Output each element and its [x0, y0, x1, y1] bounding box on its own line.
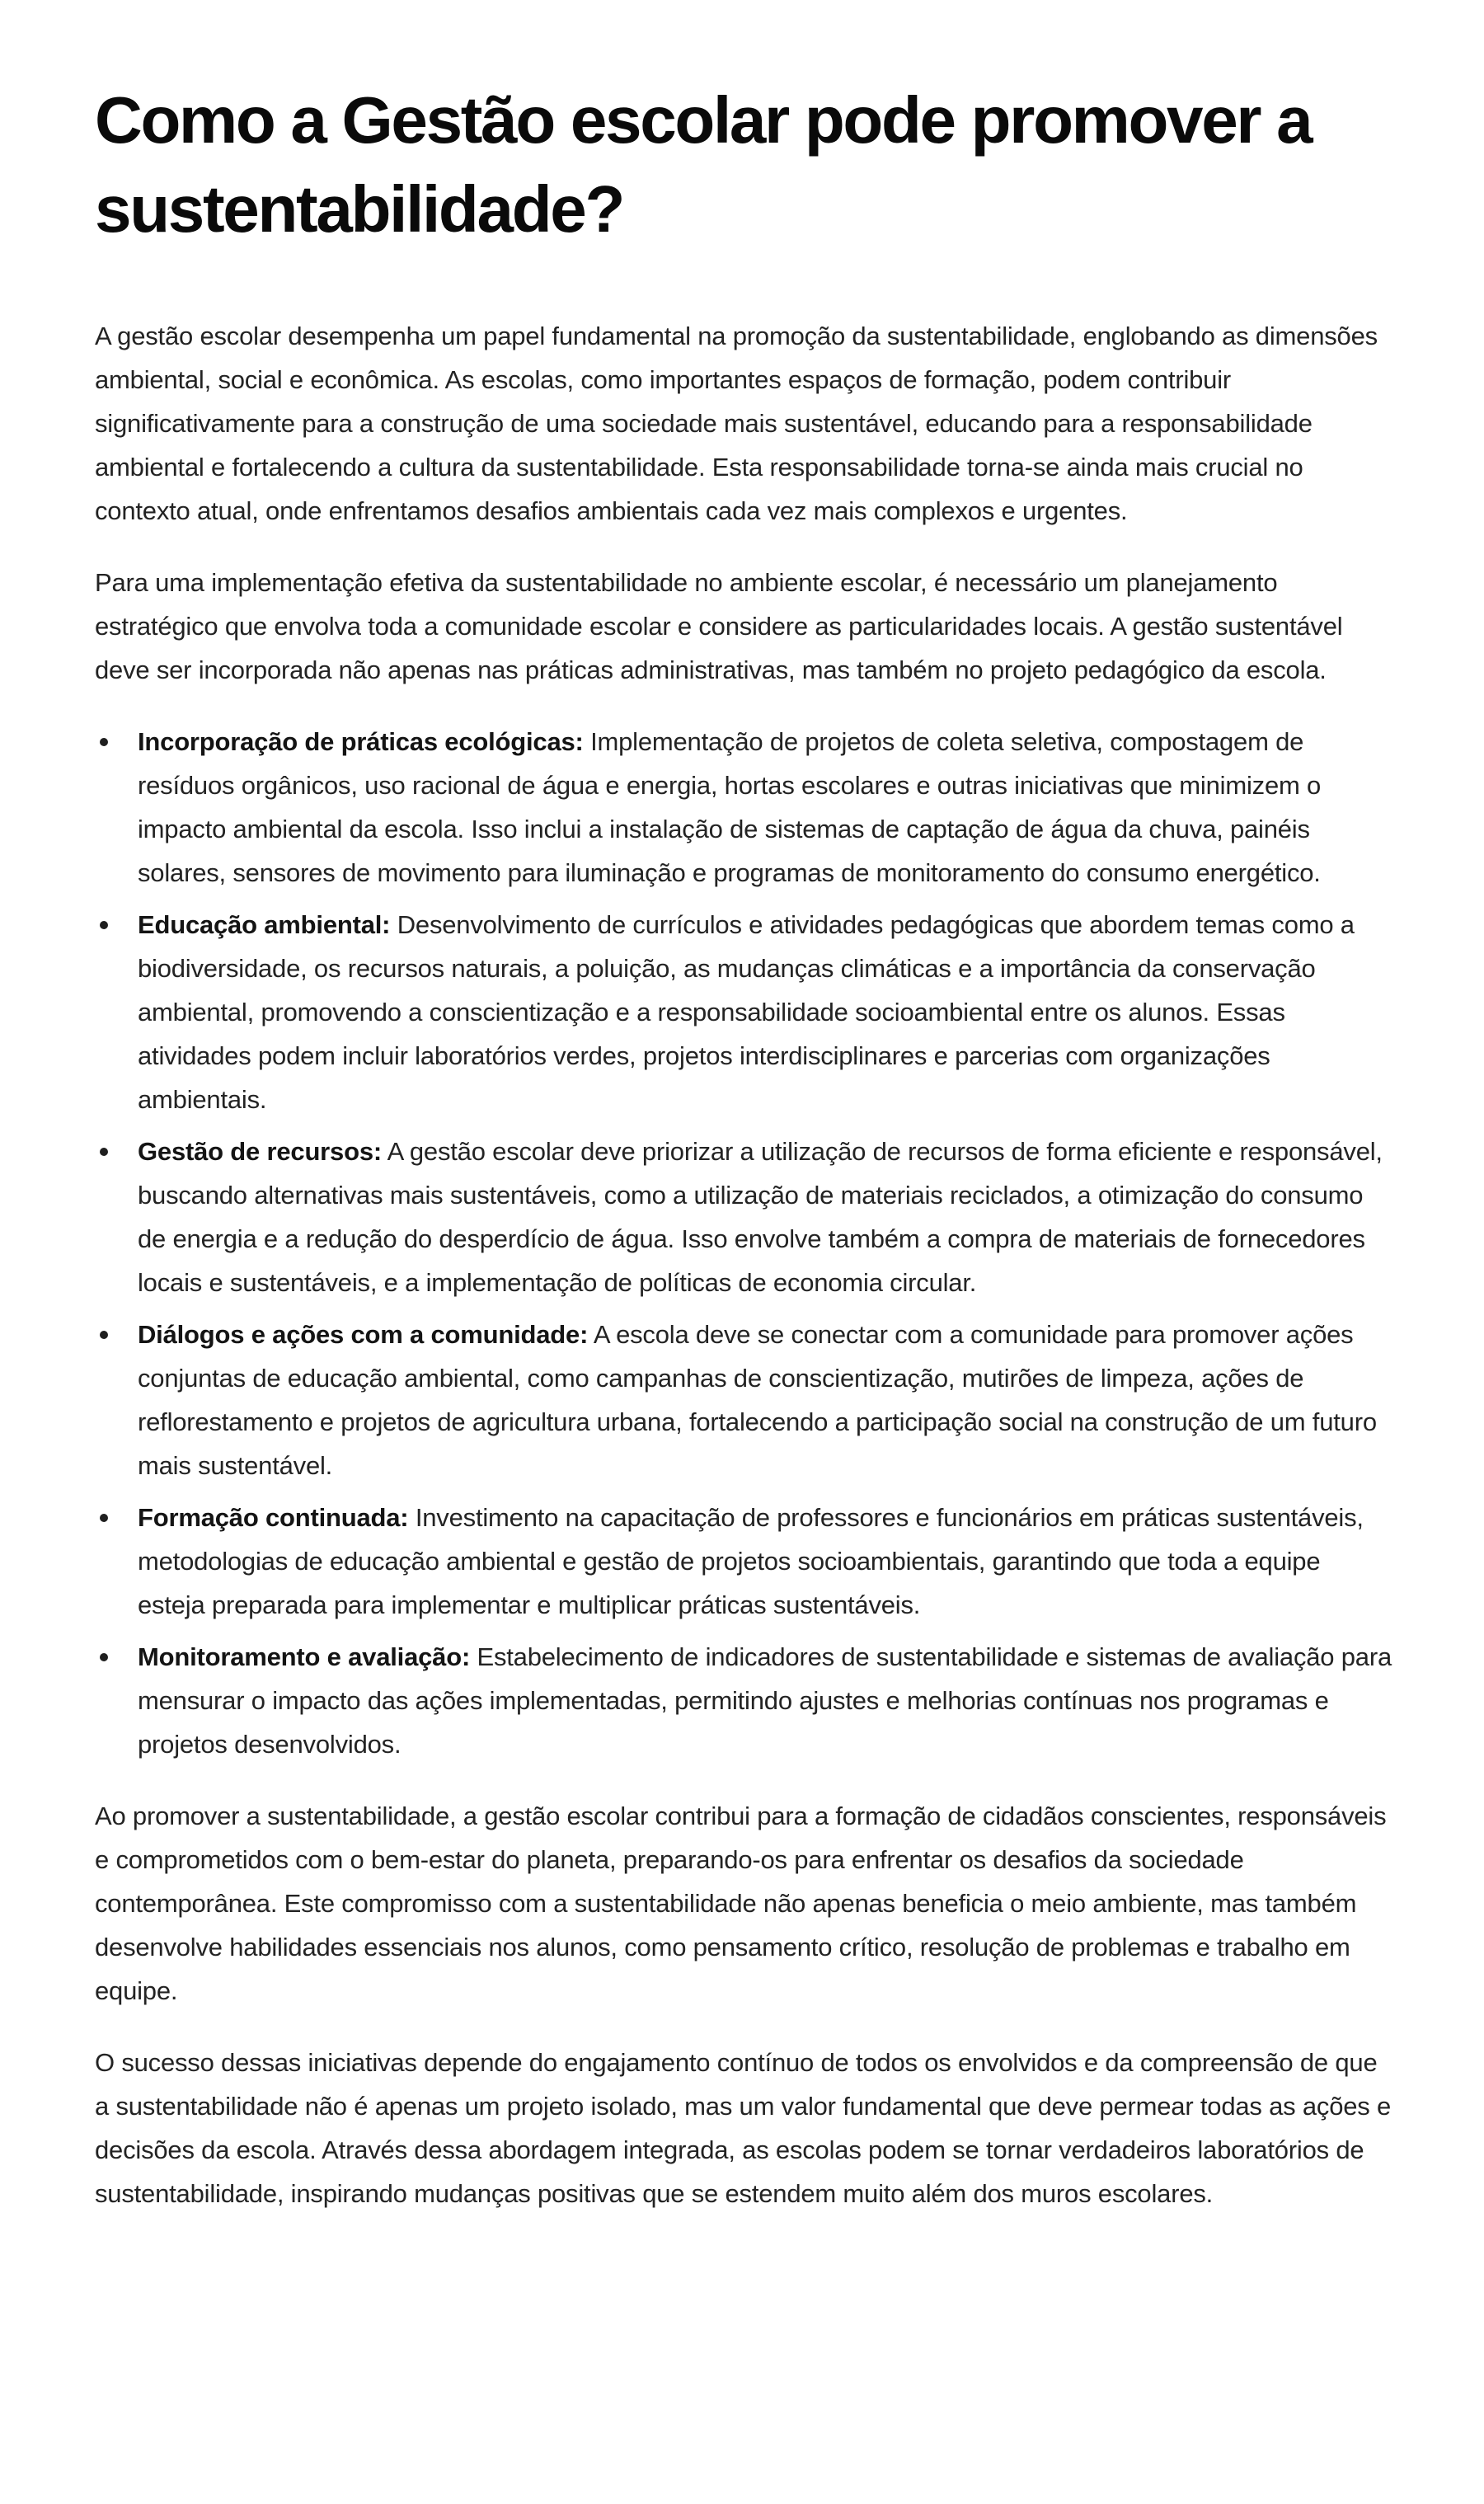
list-item-text: Investimento na capacitação de professores e funcionários em práticas sustentáveis, metodologias de educação ambiental e gestão de projetos socioambientais, garantindo que toda a equipe esteja preparada para implementar e multiplicar práticas sustentáveis. — [138, 1503, 1364, 1619]
article — [95, 76, 1393, 2215]
bullet-icon — [100, 921, 108, 929]
list-item-title: Gestão de recursos: — [138, 1137, 382, 1166]
list-item — [95, 720, 1393, 895]
list-item — [95, 903, 1393, 1121]
bullet-icon — [100, 1514, 108, 1522]
list-item — [95, 1313, 1393, 1487]
bullet-icon — [100, 1331, 108, 1339]
bullet-icon — [100, 1653, 108, 1661]
page-title: Como a Gestão escolar pode promover a sustentabilidade? — [95, 83, 1312, 246]
planning-paragraph: Para uma implementação efetiva da sustentabilidade no ambiente escolar, é necessário um planejamento estratégico que envolva toda a comunidade escolar e considere as particularidades locais. A gestão sustentável deve ser incorporada não apenas nas práticas administrativas, mas também no projeto pedagógico da escola. — [95, 568, 1343, 684]
conclusion-paragraph: Ao promover a sustentabilidade, a gestão escolar contribui para a formação de cidadãos conscientes, responsáveis e comprometidos com o bem-estar do planeta, preparando-os para enfrentar os desafios da sociedade contemporânea. Este compromisso com a sustentabilidade não apenas beneficia o meio ambiente, mas também desenvolve habilidades essenciais nos alunos, como pensamento crítico, resolução de problemas e trabalho em equipe. — [95, 1802, 1387, 2005]
list-item-text: Estabelecimento de indicadores de sustentabilidade e sistemas de avaliação para mensurar o impacto das ações implementadas, permitindo ajustes e melhorias contínuas nos programas e projetos desenvolvidos. — [138, 1642, 1392, 1759]
list-item-text: Implementação de projetos de coleta seletiva, compostagem de resíduos orgânicos, uso racional de água e energia, hortas escolares e outras iniciativas que minimizem o impacto ambiental da escola. Isso inclui a instalação de sistemas de captação de água da chuva, painéis solares, sensores de movimento para iluminação e programas de monitoramento do consumo energético. — [138, 727, 1322, 887]
final-paragraph: O sucesso dessas iniciativas depende do engajamento contínuo de todos os envolvidos e da compreensão de que a sustentabilidade não é apenas um projeto isolado, mas um valor fundamental que deve permear todas as ações e decisões da escola. Através dessa abordagem integrada, as escolas podem se tornar verdadeiros laboratórios de sustentabilidade, inspirando mudanças positivas que se estendem muito além dos muros escolares. — [95, 2048, 1392, 2208]
list-item — [95, 1496, 1393, 1627]
list-item — [95, 1130, 1393, 1304]
list-item-title: Formação continuada: — [138, 1503, 409, 1532]
bullet-icon — [100, 1148, 108, 1156]
intro-paragraph: A gestão escolar desempenha um papel fundamental na promoção da sustentabilidade, englobando as dimensões ambiental, social e econômica. As escolas, como importantes espaços de formação, podem contribuir significativamente para a construção de uma sociedade mais sustentável, educando para a responsabilidade ambiental e fortalecendo a cultura da sustentabilidade. Esta responsabilidade torna-se ainda mais crucial no contexto atual, onde enfrentamos desafios ambientais cada vez mais complexos e urgentes. — [95, 322, 1378, 525]
practices-list — [95, 720, 1393, 1766]
list-item-title: Educação ambiental: — [138, 910, 391, 939]
list-item — [95, 1635, 1393, 1766]
list-item-text: A escola deve se conectar com a comunidade para promover ações conjuntas de educação ambiental, como campanhas de conscientização, mutirões de limpeza, ações de reflorestamento e projetos de agricultura urbana, fortalecendo a participação social na construção de um futuro mais sustentável. — [138, 1320, 1377, 1480]
list-item-title: Monitoramento e avaliação: — [138, 1642, 471, 1671]
list-item-title: Incorporação de práticas ecológicas: — [138, 727, 584, 756]
list-item-text: Desenvolvimento de currículos e atividades pedagógicas que abordem temas como a biodiversidade, os recursos naturais, a poluição, as mudanças climáticas e a importância da conservação ambiental, promovendo a conscientização e a responsabilidade socioambiental entre os alunos. Essas atividades podem incluir laboratórios verdes, projetos interdisciplinares e parcerias com organizações ambientais. — [138, 910, 1355, 1114]
list-item-text: A gestão escolar deve priorizar a utilização de recursos de forma eficiente e responsável, buscando alternativas mais sustentáveis, como a utilização de materiais reciclados, a otimização do consumo de energia e a redução do desperdício de água. Isso envolve também a compra de materiais de fornecedores locais e sustentáveis, e a implementação de políticas de economia circular. — [138, 1137, 1383, 1297]
bullet-icon — [100, 738, 108, 746]
list-item-title: Diálogos e ações com a comunidade: — [138, 1320, 589, 1349]
